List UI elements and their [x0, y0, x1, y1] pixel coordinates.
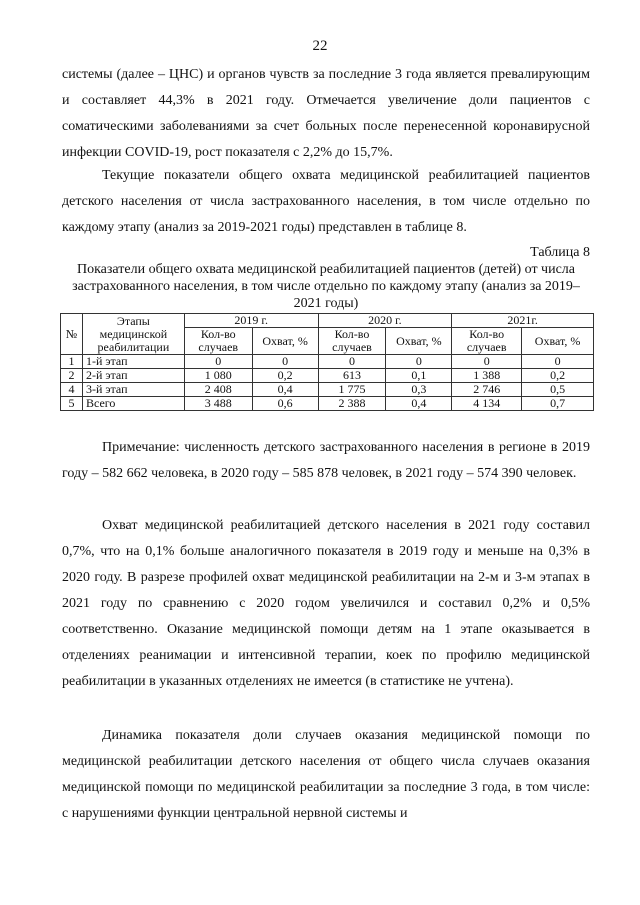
header-count-2020: Кол-во случаев [318, 328, 386, 355]
header-coverage-2021: Охват, % [522, 328, 594, 355]
row-stage: Всего [82, 397, 184, 411]
cell-count-2020: 0 [318, 355, 386, 369]
cell-coverage-2021: 0,2 [522, 369, 594, 383]
paragraph-intro-continued: системы (далее – ЦНС) и органов чувств за последние 3 года является превалирующим и составляет 44,3% в 2021 году. Отмечается увеличение доли пациентов с соматическими заболеваниями за счет больных после перенесенной коронавирусной инфекции COVID-19, рост показателя с 2,2% до 15,7%. [62, 67, 590, 160]
header-year-2020: 2020 г. [318, 314, 452, 328]
cell-count-2021: 1 388 [452, 369, 522, 383]
cell-count-2020: 613 [318, 369, 386, 383]
cell-coverage-2020: 0,4 [386, 397, 452, 411]
cell-count-2019: 0 [184, 355, 252, 369]
row-num: 5 [61, 397, 83, 411]
cell-coverage-2019: 0,2 [252, 369, 318, 383]
row-num: 2 [61, 369, 83, 383]
rehabilitation-coverage-table [60, 313, 594, 411]
paragraph-coverage-analysis: Охват медицинской реабилитацией детского населения в 2021 году составил 0,7%, что на 0,1% больше аналогичного показателя в 2019 году и меньше на 0,3% в 2020 году. В разрезе профилей охват медицинской реабилитации на 2-м и 3-м этапах в 2021 году по сравнению с 2020 годом увеличился и составил 0,2% и 0,5% соответственно. Оказание медицинской помощи детям на 1 этапе оказывается в отделениях реанимации и интенсивной терапии, коек по профилю медицинской реабилитации в указанных отделениях не имеется (в статистике не учтена). [62, 518, 590, 689]
header-year-2021: 2021г. [452, 314, 594, 328]
cell-coverage-2019: 0,4 [252, 383, 318, 397]
cell-coverage-2021: 0,5 [522, 383, 594, 397]
cell-coverage-2020: 0,3 [386, 383, 452, 397]
cell-coverage-2020: 0,1 [386, 369, 452, 383]
paragraph-table-intro: Текущие показатели общего охвата медицинской реабилитацией пациентов детского населения от числа застрахованного населения, в том числе отдельно по каждому этапу (анализ за 2019-2021 годы) представлен в таблице 8. [62, 168, 590, 235]
cell-coverage-2020: 0 [386, 355, 452, 369]
page-number: 22 [312, 38, 328, 54]
header-coverage-2019: Охват, % [252, 328, 318, 355]
row-num: 4 [61, 383, 83, 397]
cell-count-2019: 1 080 [184, 369, 252, 383]
cell-coverage-2021: 0 [522, 355, 594, 369]
cell-count-2020: 1 775 [318, 383, 386, 397]
table-header-row [61, 314, 594, 328]
cell-count-2021: 0 [452, 355, 522, 369]
paragraph-dynamics: Динамика показателя доли случаев оказания медицинской помощи по медицинской реабилитации детского населения от общего числа случаев оказания медицинской помощи по медицинской реабилитации за последние 3 года, в том числе: с нарушениями функции центральной нервной системы и [62, 728, 590, 821]
header-count-2021: Кол-во случаев [452, 328, 522, 355]
cell-count-2019: 2 408 [184, 383, 252, 397]
cell-coverage-2019: 0 [252, 355, 318, 369]
cell-count-2021: 2 746 [452, 383, 522, 397]
table-row [61, 369, 594, 383]
cell-coverage-2019: 0,6 [252, 397, 318, 411]
table-row [61, 355, 594, 369]
row-stage: 1-й этап [82, 355, 184, 369]
cell-count-2019: 3 488 [184, 397, 252, 411]
table-row-total [61, 397, 594, 411]
row-num: 1 [61, 355, 83, 369]
header-coverage-2020: Охват, % [386, 328, 452, 355]
table-note: Примечание: численность детского застрахованного населения в регионе в 2019 году – 582 662 человека, в 2020 году – 585 878 человек, в 2021 году – 574 390 человек. [62, 440, 590, 481]
cell-count-2021: 4 134 [452, 397, 522, 411]
header-count-2019: Кол-во случаев [184, 328, 252, 355]
table-caption: Показатели общего охвата медицинской реабилитацией пациентов (детей) от числа застрахованного населения, в том числе отдельно по каждому этапу (анализ за 2019–2021 годы) [72, 262, 580, 311]
row-stage: 2-й этап [82, 369, 184, 383]
header-year-2019: 2019 г. [184, 314, 318, 328]
row-stage: 3-й этап [82, 383, 184, 397]
cell-count-2020: 2 388 [318, 397, 386, 411]
header-num: № [61, 314, 83, 355]
header-stages: Этапы медицинской реабилитации [82, 314, 184, 355]
cell-coverage-2021: 0,7 [522, 397, 594, 411]
table-label: Таблица 8 [530, 245, 590, 260]
table-row [61, 383, 594, 397]
